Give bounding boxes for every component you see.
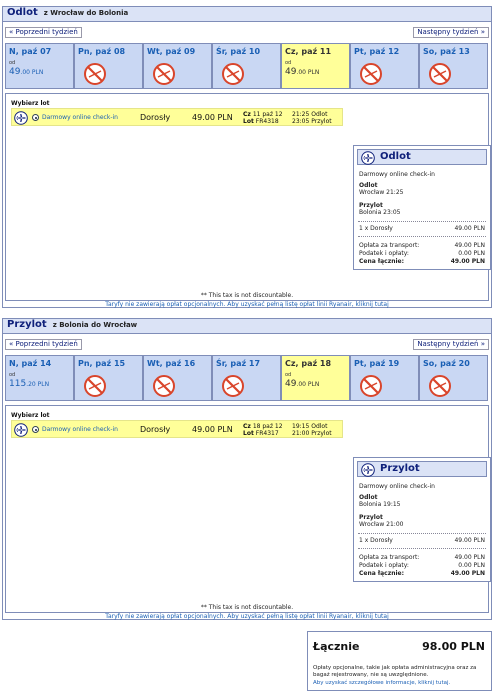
summary-tax-value: 0.00 PLN	[458, 250, 485, 257]
outbound-day-strip	[5, 43, 489, 89]
summary-pax-price: 49.00 PLN	[454, 225, 485, 232]
summary-total-value: 49.00 PLN	[450, 258, 485, 265]
outbound-day-2	[143, 43, 212, 89]
summary-dep-label: Odlot	[359, 494, 378, 501]
day-od: od	[285, 372, 292, 378]
day-price: 115.20 PLN	[9, 379, 50, 389]
inbound-next-week-button[interactable]: Następny tydzień »	[413, 339, 489, 350]
day-od: od	[9, 372, 16, 378]
no-flight-icon	[428, 62, 452, 86]
no-flight-icon	[152, 374, 176, 398]
day-label: N, paź 14	[9, 359, 52, 368]
day-label: Pn, paź 08	[78, 47, 126, 56]
day-label: So, paź 13	[423, 47, 470, 56]
inbound-panel	[2, 318, 492, 620]
plane-icon	[361, 151, 375, 165]
flight-passenger-type: Dorosły	[140, 113, 171, 122]
day-label: Śr, paź 17	[216, 359, 261, 368]
inbound-flight-area	[5, 405, 489, 620]
summary-total-label: Cena łącznie:	[359, 570, 405, 577]
flight-price: 49.00 PLN	[192, 425, 233, 434]
outbound-title: Odlot	[7, 7, 38, 18]
summary-transport-label: Opłata za transport:	[359, 554, 420, 561]
details-link[interactable]: Aby uzyskać szczegółowe informacje, kliknij tutaj.	[313, 680, 451, 686]
no-flight-icon	[83, 62, 107, 86]
day-label: So, paź 20	[423, 359, 470, 368]
flight-date: Cz 11 paź 12	[243, 111, 283, 118]
outbound-flight-row[interactable]	[11, 108, 343, 126]
outbound-day-4-selected[interactable]	[281, 43, 350, 89]
outbound-day-0[interactable]	[5, 43, 74, 89]
plane-icon	[361, 463, 375, 477]
day-label: Wt, paź 09	[147, 47, 196, 56]
outbound-header	[3, 7, 491, 22]
summary-transport-label: Opłata za transport:	[359, 242, 420, 249]
day-label: Wt, paź 16	[147, 359, 196, 368]
inbound-route: z Bolonia do Wrocław	[52, 321, 138, 329]
summary-dep-value: Wrocław 21:25	[359, 189, 404, 196]
inbound-day-3	[212, 355, 281, 401]
summary-arr-value: Wrocław 21:00	[359, 521, 404, 528]
inbound-title: Przylot	[7, 319, 47, 330]
summary-header	[357, 149, 487, 165]
day-price: 49.00 PLN	[285, 67, 320, 77]
optional-fees-note: Opłaty opcjonalne, takie jak opłata administracyjna oraz za bagaż rejestrowany, nie są uwzględnione.	[313, 665, 477, 678]
outbound-day-6	[419, 43, 488, 89]
inbound-day-5	[350, 355, 419, 401]
summary-transport-value: 49.00 PLN	[454, 554, 485, 561]
grand-total-label: Łącznie	[313, 640, 360, 653]
summary-pax-line: 1 x Dorosły	[359, 537, 393, 544]
inbound-day-6	[419, 355, 488, 401]
summary-arr-label: Przylot	[359, 514, 383, 521]
inbound-day-1	[74, 355, 143, 401]
summary-dep-label: Odlot	[359, 182, 378, 189]
summary-tax-label: Podatek i opłaty:	[359, 250, 409, 257]
summary-dep-value: Bolonia 19:15	[359, 501, 401, 508]
day-label: Pn, paź 15	[78, 359, 126, 368]
flight-departure: 21:25 Odlot	[292, 111, 328, 118]
outbound-route: z Wrocław do Bolonia	[43, 9, 129, 17]
outbound-day-1	[74, 43, 143, 89]
flight-price: 49.00 PLN	[192, 113, 233, 122]
summary-tax-value: 0.00 PLN	[458, 562, 485, 569]
summary-arr-value: Bolonia 23:05	[359, 209, 401, 216]
outbound-panel	[2, 6, 492, 308]
day-label: Cz, paź 18	[285, 359, 332, 368]
tax-note: ** This tax is not discountable.	[200, 292, 294, 299]
inbound-day-2	[143, 355, 212, 401]
flight-date: Cz 18 paź 12	[243, 423, 283, 430]
summary-checkin: Darmowy online check-in	[359, 171, 435, 178]
day-label: Śr, paź 10	[216, 47, 261, 56]
flight-checkin-text: Darmowy online check-in	[42, 114, 118, 121]
summary-transport-value: 49.00 PLN	[454, 242, 485, 249]
day-od: od	[9, 60, 16, 66]
flight-checkin-text: Darmowy online check-in	[42, 426, 118, 433]
no-flight-icon	[359, 374, 383, 398]
inbound-flight-row[interactable]	[11, 420, 343, 438]
no-flight-icon	[152, 62, 176, 86]
summary-total-label: Cena łącznie:	[359, 258, 405, 265]
summary-arr-label: Przylot	[359, 202, 383, 209]
day-price: 49.00 PLN	[285, 379, 320, 389]
day-label: Pt, paź 12	[354, 47, 400, 56]
day-label: Cz, paź 11	[285, 47, 332, 56]
no-flight-icon	[428, 374, 452, 398]
flight-radio[interactable]	[32, 114, 39, 121]
flight-number: Lot FR4318	[243, 118, 279, 125]
fees-info-link[interactable]: Taryfy nie zawierają opłat opcjonalnych. Aby uzyskać pełną listę opłat linii Ryanair, kliknij tutaj	[105, 301, 389, 308]
divider	[358, 548, 486, 549]
inbound-day-4-selected[interactable]	[281, 355, 350, 401]
no-flight-icon	[221, 62, 245, 86]
tax-note: ** This tax is not discountable.	[200, 604, 294, 611]
no-flight-icon	[83, 374, 107, 398]
choose-flight-label: Wybierz lot	[11, 412, 50, 419]
flight-arrival: 23:05 Przylot	[292, 118, 332, 125]
summary-tax-label: Podatek i opłaty:	[359, 562, 409, 569]
summary-total-value: 49.00 PLN	[450, 570, 485, 577]
no-flight-icon	[221, 374, 245, 398]
summary-header	[357, 461, 487, 477]
fees-info-link[interactable]: Taryfy nie zawierają opłat opcjonalnych. Aby uzyskać pełną listę opłat linii Ryanair, kliknij tutaj	[105, 613, 389, 620]
flight-number: Lot FR4317	[243, 430, 279, 437]
outbound-day-5	[350, 43, 419, 89]
divider	[358, 236, 486, 237]
outbound-prev-week-button[interactable]: « Poprzedni tydzień	[5, 27, 82, 38]
inbound-day-strip	[5, 355, 489, 401]
choose-flight-label: Wybierz lot	[11, 100, 50, 107]
inbound-prev-week-button[interactable]: « Poprzedni tydzień	[5, 339, 82, 350]
day-label: Pt, paź 19	[354, 359, 400, 368]
inbound-header	[3, 319, 491, 334]
grand-total-value: 98.00 PLN	[422, 640, 485, 653]
summary-title: Przylot	[380, 463, 420, 474]
day-od: od	[285, 60, 292, 66]
plane-icon	[14, 423, 28, 437]
no-flight-icon	[359, 62, 383, 86]
summary-checkin: Darmowy online check-in	[359, 483, 435, 490]
flight-departure: 19:15 Odlot	[292, 423, 328, 430]
grand-total-box	[307, 631, 492, 691]
outbound-flight-area	[5, 93, 489, 308]
outbound-next-week-button[interactable]: Następny tydzień »	[413, 27, 489, 38]
summary-pax-line: 1 x Dorosły	[359, 225, 393, 232]
day-price: 49.00 PLN	[9, 67, 44, 77]
outbound-day-3	[212, 43, 281, 89]
plane-icon	[14, 111, 28, 125]
flight-radio[interactable]	[32, 426, 39, 433]
flight-arrival: 21:00 Przylot	[292, 430, 332, 437]
day-label: N, paź 07	[9, 47, 52, 56]
divider	[358, 221, 486, 222]
flight-passenger-type: Dorosły	[140, 425, 171, 434]
inbound-summary-box	[353, 457, 491, 582]
outbound-summary-box	[353, 145, 491, 270]
summary-title: Odlot	[380, 151, 411, 162]
divider	[358, 533, 486, 534]
summary-pax-price: 49.00 PLN	[454, 537, 485, 544]
inbound-day-0[interactable]	[5, 355, 74, 401]
